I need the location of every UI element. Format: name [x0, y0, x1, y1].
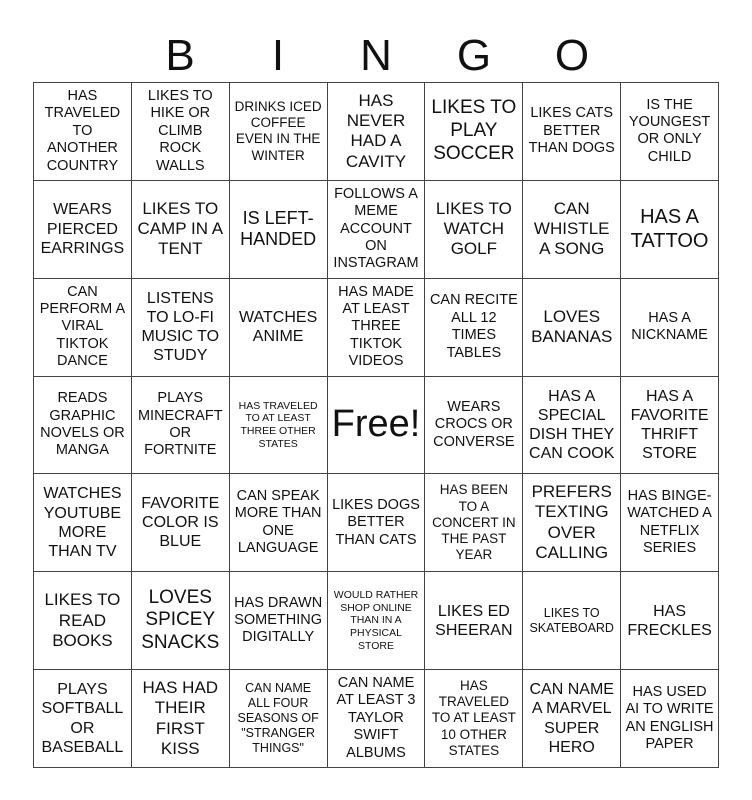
bingo-cell[interactable]: LIKES TO READ BOOKS — [34, 572, 132, 670]
bingo-cell[interactable]: DRINKS ICED COFFEE EVEN IN THE WINTER — [230, 83, 328, 181]
bingo-cell[interactable]: HAS A FAVORITE THRIFT STORE — [621, 377, 719, 475]
bingo-cell[interactable]: HAS TRAVELED TO AT LEAST THREE OTHER STATES — [230, 377, 328, 475]
bingo-cell[interactable]: HAS NEVER HAD A CAVITY — [328, 83, 426, 181]
bingo-cell[interactable]: CAN SPEAK MORE THAN ONE LANGUAGE — [230, 474, 328, 572]
bingo-cell[interactable]: HAS TRAVELED TO ANOTHER COUNTRY — [34, 83, 132, 181]
bingo-cell[interactable]: IS THE YOUNGEST OR ONLY CHILD — [621, 83, 719, 181]
bingo-cell[interactable]: CAN WHISTLE A SONG — [523, 181, 621, 279]
bingo-cell[interactable]: LOVES SPICEY SNACKS — [132, 572, 230, 670]
free-space-cell[interactable]: Free! — [328, 377, 426, 475]
bingo-cell[interactable]: IS LEFT-HANDED — [230, 181, 328, 279]
bingo-cell[interactable]: HAS USED AI TO WRITE AN ENGLISH PAPER — [621, 670, 719, 768]
title-letter-o: O — [554, 31, 590, 80]
bingo-cell[interactable]: LIKES DOGS BETTER THAN CATS — [328, 474, 426, 572]
bingo-title — [33, 28, 719, 84]
title-letter-i: I — [271, 31, 285, 80]
bingo-cell[interactable]: WATCHES ANIME — [230, 279, 328, 377]
bingo-cell[interactable]: HAS HAD THEIR FIRST KISS — [132, 670, 230, 768]
bingo-cell[interactable]: LIKES ED SHEERAN — [425, 572, 523, 670]
bingo-cell[interactable]: LOVES BANANAS — [523, 279, 621, 377]
bingo-cell[interactable]: CAN NAME AT LEAST 3 TAYLOR SWIFT ALBUMS — [328, 670, 426, 768]
bingo-cell[interactable]: WEARS PIERCED EARRINGS — [34, 181, 132, 279]
title-letter-b: B — [165, 31, 195, 80]
bingo-cell[interactable]: HAS A SPECIAL DISH THEY CAN COOK — [523, 377, 621, 475]
title-letter-n: N — [360, 31, 392, 80]
bingo-cell[interactable]: HAS BEEN TO A CONCERT IN THE PAST YEAR — [425, 474, 523, 572]
bingo-cell[interactable]: HAS DRAWN SOMETHING DIGITALLY — [230, 572, 328, 670]
bingo-cell[interactable]: PLAYS SOFTBALL OR BASEBALL — [34, 670, 132, 768]
bingo-cell[interactable]: WOULD RATHER SHOP ONLINE THAN IN A PHYSICAL STORE — [328, 572, 426, 670]
bingo-cell[interactable]: LIKES TO HIKE OR CLIMB ROCK WALLS — [132, 83, 230, 181]
bingo-cell[interactable]: HAS A NICKNAME — [621, 279, 719, 377]
bingo-cell[interactable]: PLAYS MINECRAFT OR FORTNITE — [132, 377, 230, 475]
bingo-cell[interactable]: FAVORITE COLOR IS BLUE — [132, 474, 230, 572]
bingo-cell[interactable]: READS GRAPHIC NOVELS OR MANGA — [34, 377, 132, 475]
bingo-cell[interactable]: LIKES TO PLAY SOCCER — [425, 83, 523, 181]
bingo-cell[interactable]: LISTENS TO LO-FI MUSIC TO STUDY — [132, 279, 230, 377]
bingo-cell[interactable]: CAN PERFORM A VIRAL TIKTOK DANCE — [34, 279, 132, 377]
bingo-cell[interactable]: LIKES TO CAMP IN A TENT — [132, 181, 230, 279]
bingo-cell[interactable]: WATCHES YOUTUBE MORE THAN TV — [34, 474, 132, 572]
bingo-cell[interactable]: HAS BINGE-WATCHED A NETFLIX SERIES — [621, 474, 719, 572]
bingo-cell[interactable]: HAS MADE AT LEAST THREE TIKTOK VIDEOS — [328, 279, 426, 377]
bingo-cell[interactable]: CAN NAME A MARVEL SUPER HERO — [523, 670, 621, 768]
bingo-cell[interactable]: WEARS CROCS OR CONVERSE — [425, 377, 523, 475]
bingo-cell[interactable]: LIKES CATS BETTER THAN DOGS — [523, 83, 621, 181]
bingo-cell[interactable]: HAS A TATTOO — [621, 181, 719, 279]
bingo-cell[interactable]: PREFERS TEXTING OVER CALLING — [523, 474, 621, 572]
bingo-cell[interactable]: CAN RECITE ALL 12 TIMES TABLES — [425, 279, 523, 377]
bingo-cell[interactable]: HAS TRAVELED TO AT LEAST 10 OTHER STATES — [425, 670, 523, 768]
bingo-cell[interactable]: CAN NAME ALL FOUR SEASONS OF "STRANGER THINGS" — [230, 670, 328, 768]
bingo-cell[interactable]: FOLLOWS A MEME ACCOUNT ON INSTAGRAM — [328, 181, 426, 279]
bingo-cell[interactable]: HAS FRECKLES — [621, 572, 719, 670]
bingo-grid — [33, 82, 719, 768]
title-letter-g: G — [456, 31, 492, 80]
bingo-cell[interactable]: LIKES TO SKATEBOARD — [523, 572, 621, 670]
bingo-cell[interactable]: LIKES TO WATCH GOLF — [425, 181, 523, 279]
